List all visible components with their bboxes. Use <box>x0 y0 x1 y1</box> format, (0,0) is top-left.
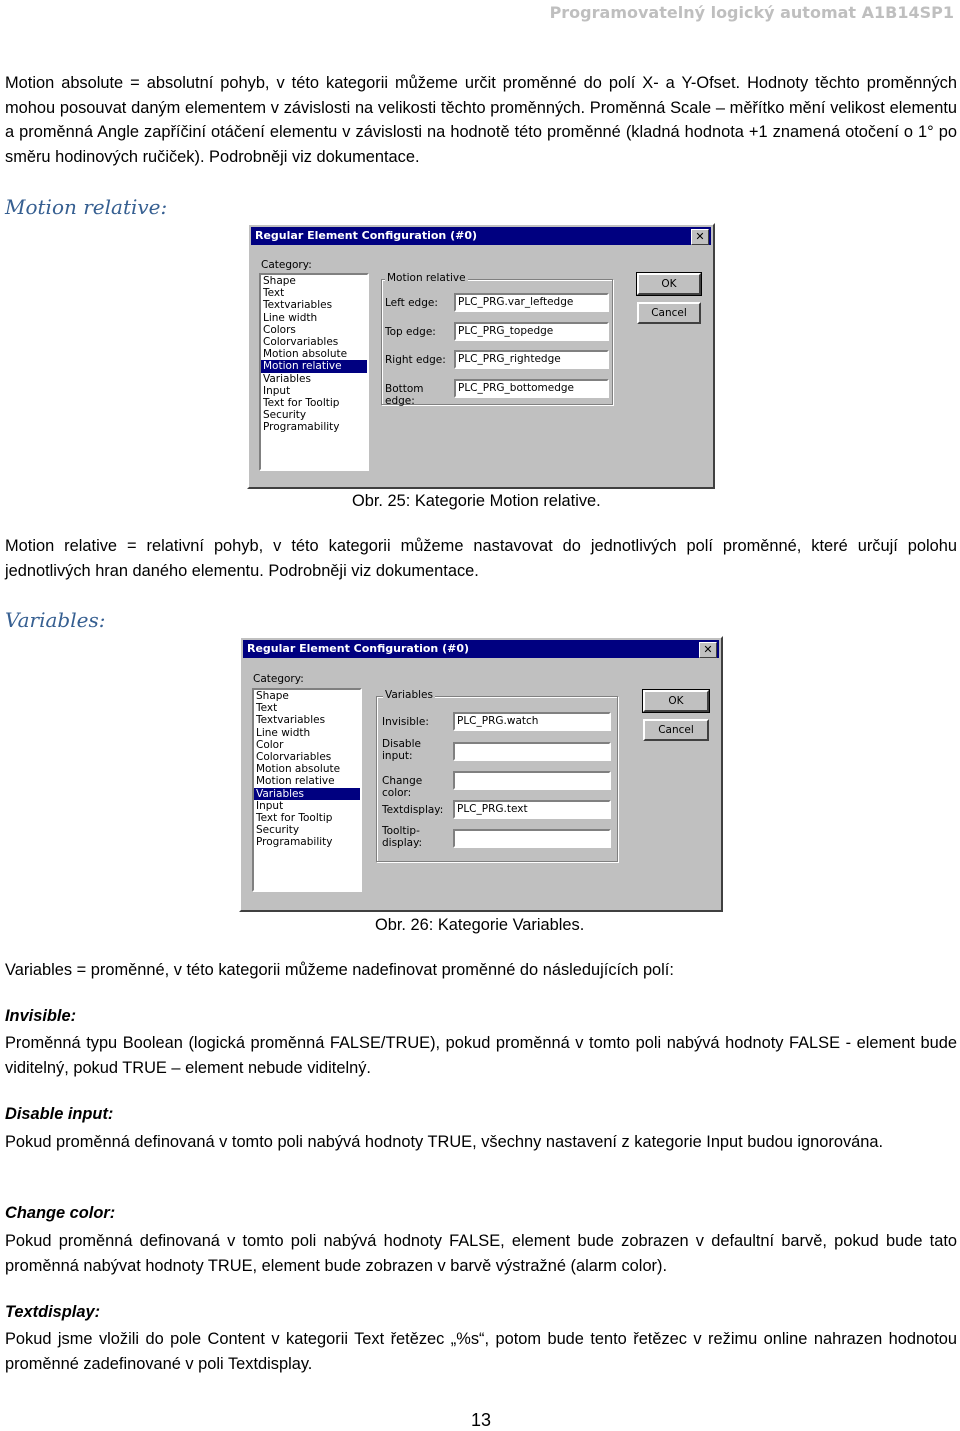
field-input[interactable] <box>453 829 611 848</box>
close-icon[interactable]: ✕ <box>691 229 709 245</box>
category-item[interactable]: Input <box>256 799 284 812</box>
field-label: Change color: <box>382 775 423 799</box>
page-number: 13 <box>471 1410 492 1430</box>
category-item[interactable]: Motion absolute <box>263 348 348 361</box>
category-item[interactable]: Security <box>256 824 300 837</box>
category-item[interactable]: Motion absolute <box>256 763 341 776</box>
cancel-button[interactable]: Cancel <box>643 719 709 741</box>
dialog-title-bar <box>243 640 719 658</box>
category-label: Category: <box>253 673 304 685</box>
category-item[interactable]: Colorvariables <box>263 335 339 348</box>
heading-textdisplay: Textdisplay: <box>5 1303 101 1321</box>
field-input[interactable] <box>453 771 611 790</box>
category-item[interactable]: Colors <box>263 323 296 336</box>
category-item[interactable]: Line width <box>256 726 311 739</box>
category-item[interactable]: Line width <box>263 311 318 324</box>
category-item[interactable]: Shape <box>256 690 289 702</box>
field-input[interactable]: PLC_PRG.watch <box>453 712 611 731</box>
category-item[interactable]: Textvariables <box>263 299 333 312</box>
category-item[interactable]: Text <box>256 702 278 715</box>
field-label: Invisible: <box>382 716 429 728</box>
category-item[interactable]: Color <box>256 738 284 751</box>
paragraph-variables: Variables = proměnné, v této kategorii můžeme nadefinovat proměnné do následujících polí: <box>5 961 674 979</box>
field-input[interactable] <box>453 742 611 761</box>
dialog-motion-relative <box>247 223 715 489</box>
category-item[interactable]: Textvariables <box>256 714 326 727</box>
heading-disable-input: Disable input: <box>5 1105 114 1123</box>
field-label: Disable input: <box>382 738 421 762</box>
category-item[interactable]: Security <box>263 409 307 422</box>
field-input[interactable]: PLC_PRG_topedge <box>454 322 609 341</box>
category-item[interactable]: Text for Tooltip <box>263 396 340 409</box>
caption-figure-25: Obr. 25: Kategorie Motion relative. <box>352 492 601 510</box>
category-list[interactable] <box>252 688 362 892</box>
heading-change-color: Change color: <box>5 1204 116 1222</box>
section-title-variables: Variables: <box>5 608 106 632</box>
field-input[interactable]: PLC_PRG_rightedge <box>454 350 609 369</box>
paragraph-invisible: Proměnná typu Boolean (logická proměnná FALSE/TRUE), pokud proměnná v tomto poli nabývá hodnoty FALSE - element bude viditelný, pokud TRUE – element nebude viditelný. <box>5 1034 957 1077</box>
close-icon[interactable]: ✕ <box>699 642 717 658</box>
paragraph-change-color: Pokud proměnná definovaná v tomto poli nabývá hodnoty FALSE, element bude zobrazen v defaultní barvě, pokud bude tato proměnná nabývat hodnoty TRUE, element bude zobrazen v barvě výstražné (alarm color). <box>5 1232 957 1275</box>
category-item[interactable]: Shape <box>263 275 296 287</box>
ok-button[interactable]: OK <box>643 690 709 712</box>
paragraph-textdisplay: Pokud jsme vložili do pole Content v kategorii Text řetězec „%s“, potom bude tento řetězec v režimu online nahrazen hodnotou proměnné zadefinované v poli Textdisplay. <box>5 1330 957 1373</box>
category-item[interactable]: Input <box>263 384 291 397</box>
field-label: Top edge: <box>385 326 436 338</box>
paragraph-motion-relative: Motion relative = relativní pohyb, v této kategorii můžeme nastavovat do jednotlivých polí proměnné, které určují polohu jednotlivých hran daného elementu. Podrobněji viz dokumentace. <box>5 537 957 580</box>
heading-invisible: Invisible: <box>5 1007 77 1025</box>
field-input[interactable]: PLC_PRG.var_leftedge <box>454 293 609 312</box>
category-item[interactable]: Motion relative <box>261 360 367 372</box>
category-item[interactable]: Text <box>263 287 285 300</box>
ok-button[interactable]: OK <box>637 273 701 295</box>
category-label: Category: <box>261 259 312 271</box>
running-header: Programovatelný logický automat A1B14SP1 <box>549 3 954 22</box>
section-title-motion-relative: Motion relative: <box>5 195 168 219</box>
dialog-title: Regular Element Configuration (#0) <box>255 229 478 242</box>
field-label: Left edge: <box>385 297 438 309</box>
paragraph-disable-input: Pokud proměnná definovaná v tomto poli nabývá hodnoty TRUE, všechny nastavení z kategorie Input budou ignorována. <box>5 1133 884 1151</box>
caption-figure-26: Obr. 26: Kategorie Variables. <box>375 916 585 934</box>
field-label: Right edge: <box>385 354 446 366</box>
dialog-variables <box>239 636 723 912</box>
category-item[interactable]: Programability <box>263 421 340 434</box>
category-item[interactable]: Motion relative <box>256 775 335 788</box>
category-item[interactable]: Variables <box>254 788 360 800</box>
paragraph-motion-absolute: Motion absolute = absolutní pohyb, v této kategorii můžeme určit proměnné do polí X- a Y-Ofset. Hodnoty těchto proměnných mohou posouvat daným elementem v závislosti na velikosti těchto proměnných. Proměnná Scale – měřítko mění velikost elementu a proměnná Angle zapříčiní otáčení elementu v závislosti na hodnotě této proměnné (kladná hodnota +1 znamená otočení o 1° po směru hodinových ručiček). Podrobněji viz dokumentace. <box>5 74 957 166</box>
field-input[interactable]: PLC_PRG.text <box>453 800 611 819</box>
field-label: Textdisplay: <box>382 804 444 816</box>
group-title: Motion relative <box>387 272 466 284</box>
category-item[interactable]: Programability <box>256 836 333 849</box>
field-label: Bottom edge: <box>385 383 424 407</box>
group-title: Variables <box>385 689 433 701</box>
dialog-title-bar <box>251 227 711 245</box>
category-item[interactable]: Text for Tooltip <box>256 811 333 824</box>
category-item[interactable]: Colorvariables <box>256 750 332 763</box>
field-input[interactable]: PLC_PRG_bottomedge <box>454 379 609 398</box>
dialog-title: Regular Element Configuration (#0) <box>247 642 470 655</box>
field-label: Tooltip-display: <box>382 825 423 849</box>
cancel-button[interactable]: Cancel <box>637 302 701 324</box>
category-item[interactable]: Variables <box>263 372 311 385</box>
category-list[interactable] <box>259 273 369 471</box>
